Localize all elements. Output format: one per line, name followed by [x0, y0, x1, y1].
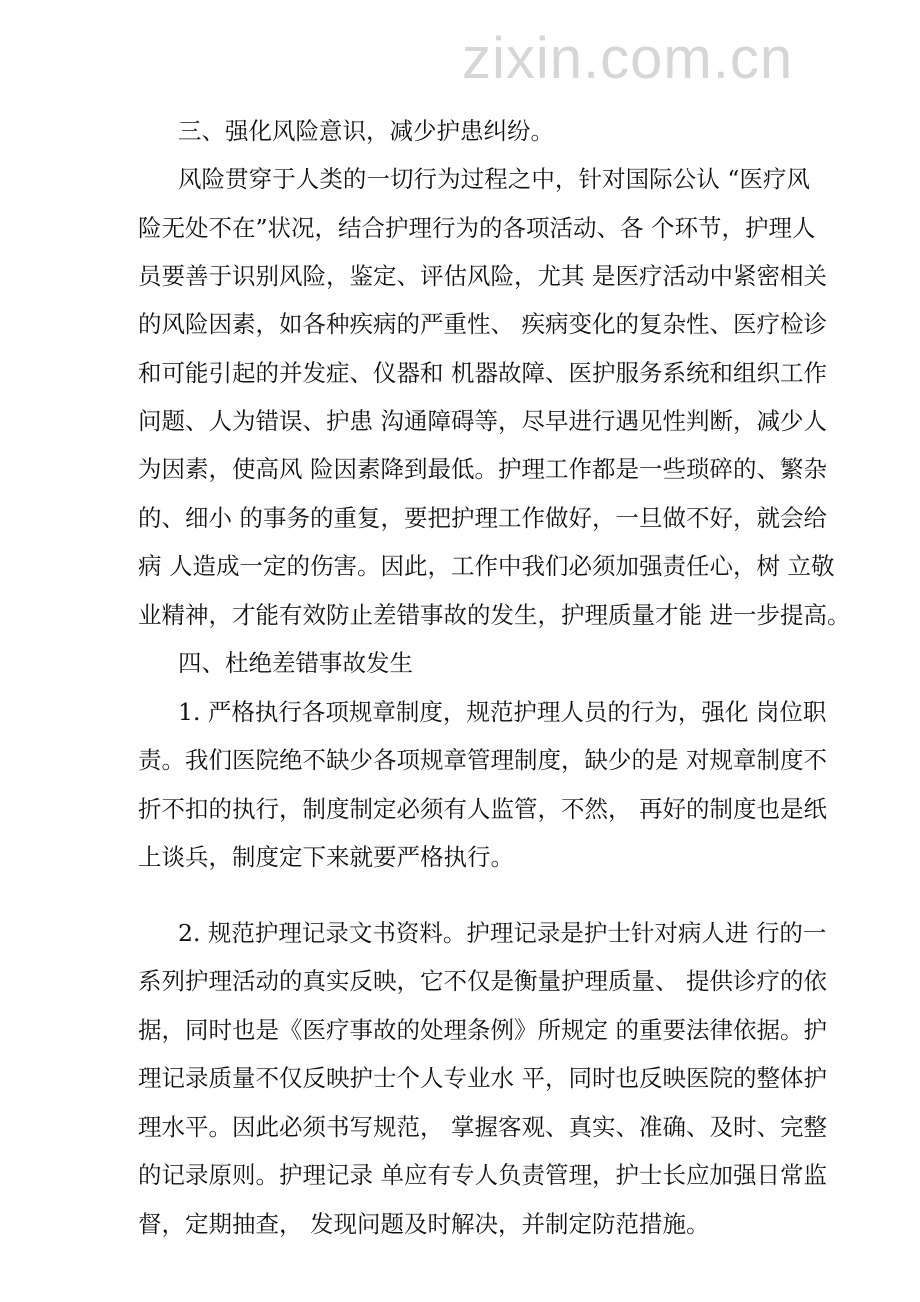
section-heading: 三、强化风险意识，减少护患纠纷。 — [178, 117, 554, 145]
paragraph-line: 督，定期抽查， 发现问题及时解决，并制定防范措施。 — [138, 1210, 710, 1238]
watermark: zixin.com.cn — [462, 26, 794, 91]
paragraph-line: 的风险因素，如各种疾病的严重性、 疾病变化的复杂性、医疗检诊 — [138, 310, 827, 338]
paragraph-line: 2. 规范护理记录文书资料。护理记录是护士针对病人进 行的一 — [178, 919, 827, 947]
paragraph-line: 1. 严格执行各项规章制度，规范护理人员的行为，强化 岗位职 — [178, 698, 827, 726]
paragraph-line: 折不扣的执行，制度制定必须有人监管，不然， 再好的制度也是纸 — [138, 795, 827, 823]
paragraph-line: 的记录原则。护理记录 单应有专人负责管理，护士长应加强日常监 — [138, 1161, 827, 1189]
paragraph-line: 病 人造成一定的伤害。因此，工作中我们必须加强责任心，树 立敬 — [138, 552, 835, 580]
paragraph-line: 和可能引起的并发症、仪器和 机器故障、医护服务系统和组织工作 — [138, 359, 827, 387]
paragraph-line: 理记录质量不仅反映护士个人专业水 平，同时也反映医院的整体护 — [138, 1064, 827, 1092]
paragraph-line: 为因素，使高风 险因素降到最低。护理工作都是一些琐碎的、繁杂 — [138, 455, 827, 483]
paragraph-line: 据，同时也是《医疗事故的处理条例》所规定 的重要法律依据。护 — [138, 1016, 827, 1044]
paragraph-line: 的、细小 的事务的重复，要把护理工作做好，一旦做不好，就会给 — [138, 504, 827, 532]
paragraph-line: 理水平。因此必须书写规范， 掌握客观、真实、准确、及时、完整 — [138, 1113, 827, 1141]
paragraph-line: 系列护理活动的真实反映，它不仅是衡量护理质量、 提供诊疗的依 — [138, 967, 827, 995]
paragraph-line: 责。我们医院绝不缺少各项规章管理制度，缺少的是 对规章制度不 — [138, 746, 827, 774]
section-heading: 四、杜绝差错事故发生 — [178, 649, 413, 677]
paragraph-line: 风险贯穿于人类的一切行为过程之中，针对国际公认 “医疗风 — [178, 165, 810, 193]
paragraph-line: 员要善于识别风险，鉴定、评估风险，尤其 是医疗活动中紧密相关 — [138, 262, 827, 290]
paragraph-line: 业精神，才能有效防止差错事故的发生，护理质量才能 进一步提高。 — [138, 601, 851, 629]
paragraph-line: 上谈兵，制度定下来就要严格执行。 — [138, 843, 514, 871]
paragraph-line: 险无处不在”状况，结合护理行为的各项活动、各 个环节，护理人 — [138, 214, 816, 242]
paragraph-line: 问题、人为错误、护患 沟通障碍等，尽早进行遇见性判断，减少人 — [138, 407, 827, 435]
